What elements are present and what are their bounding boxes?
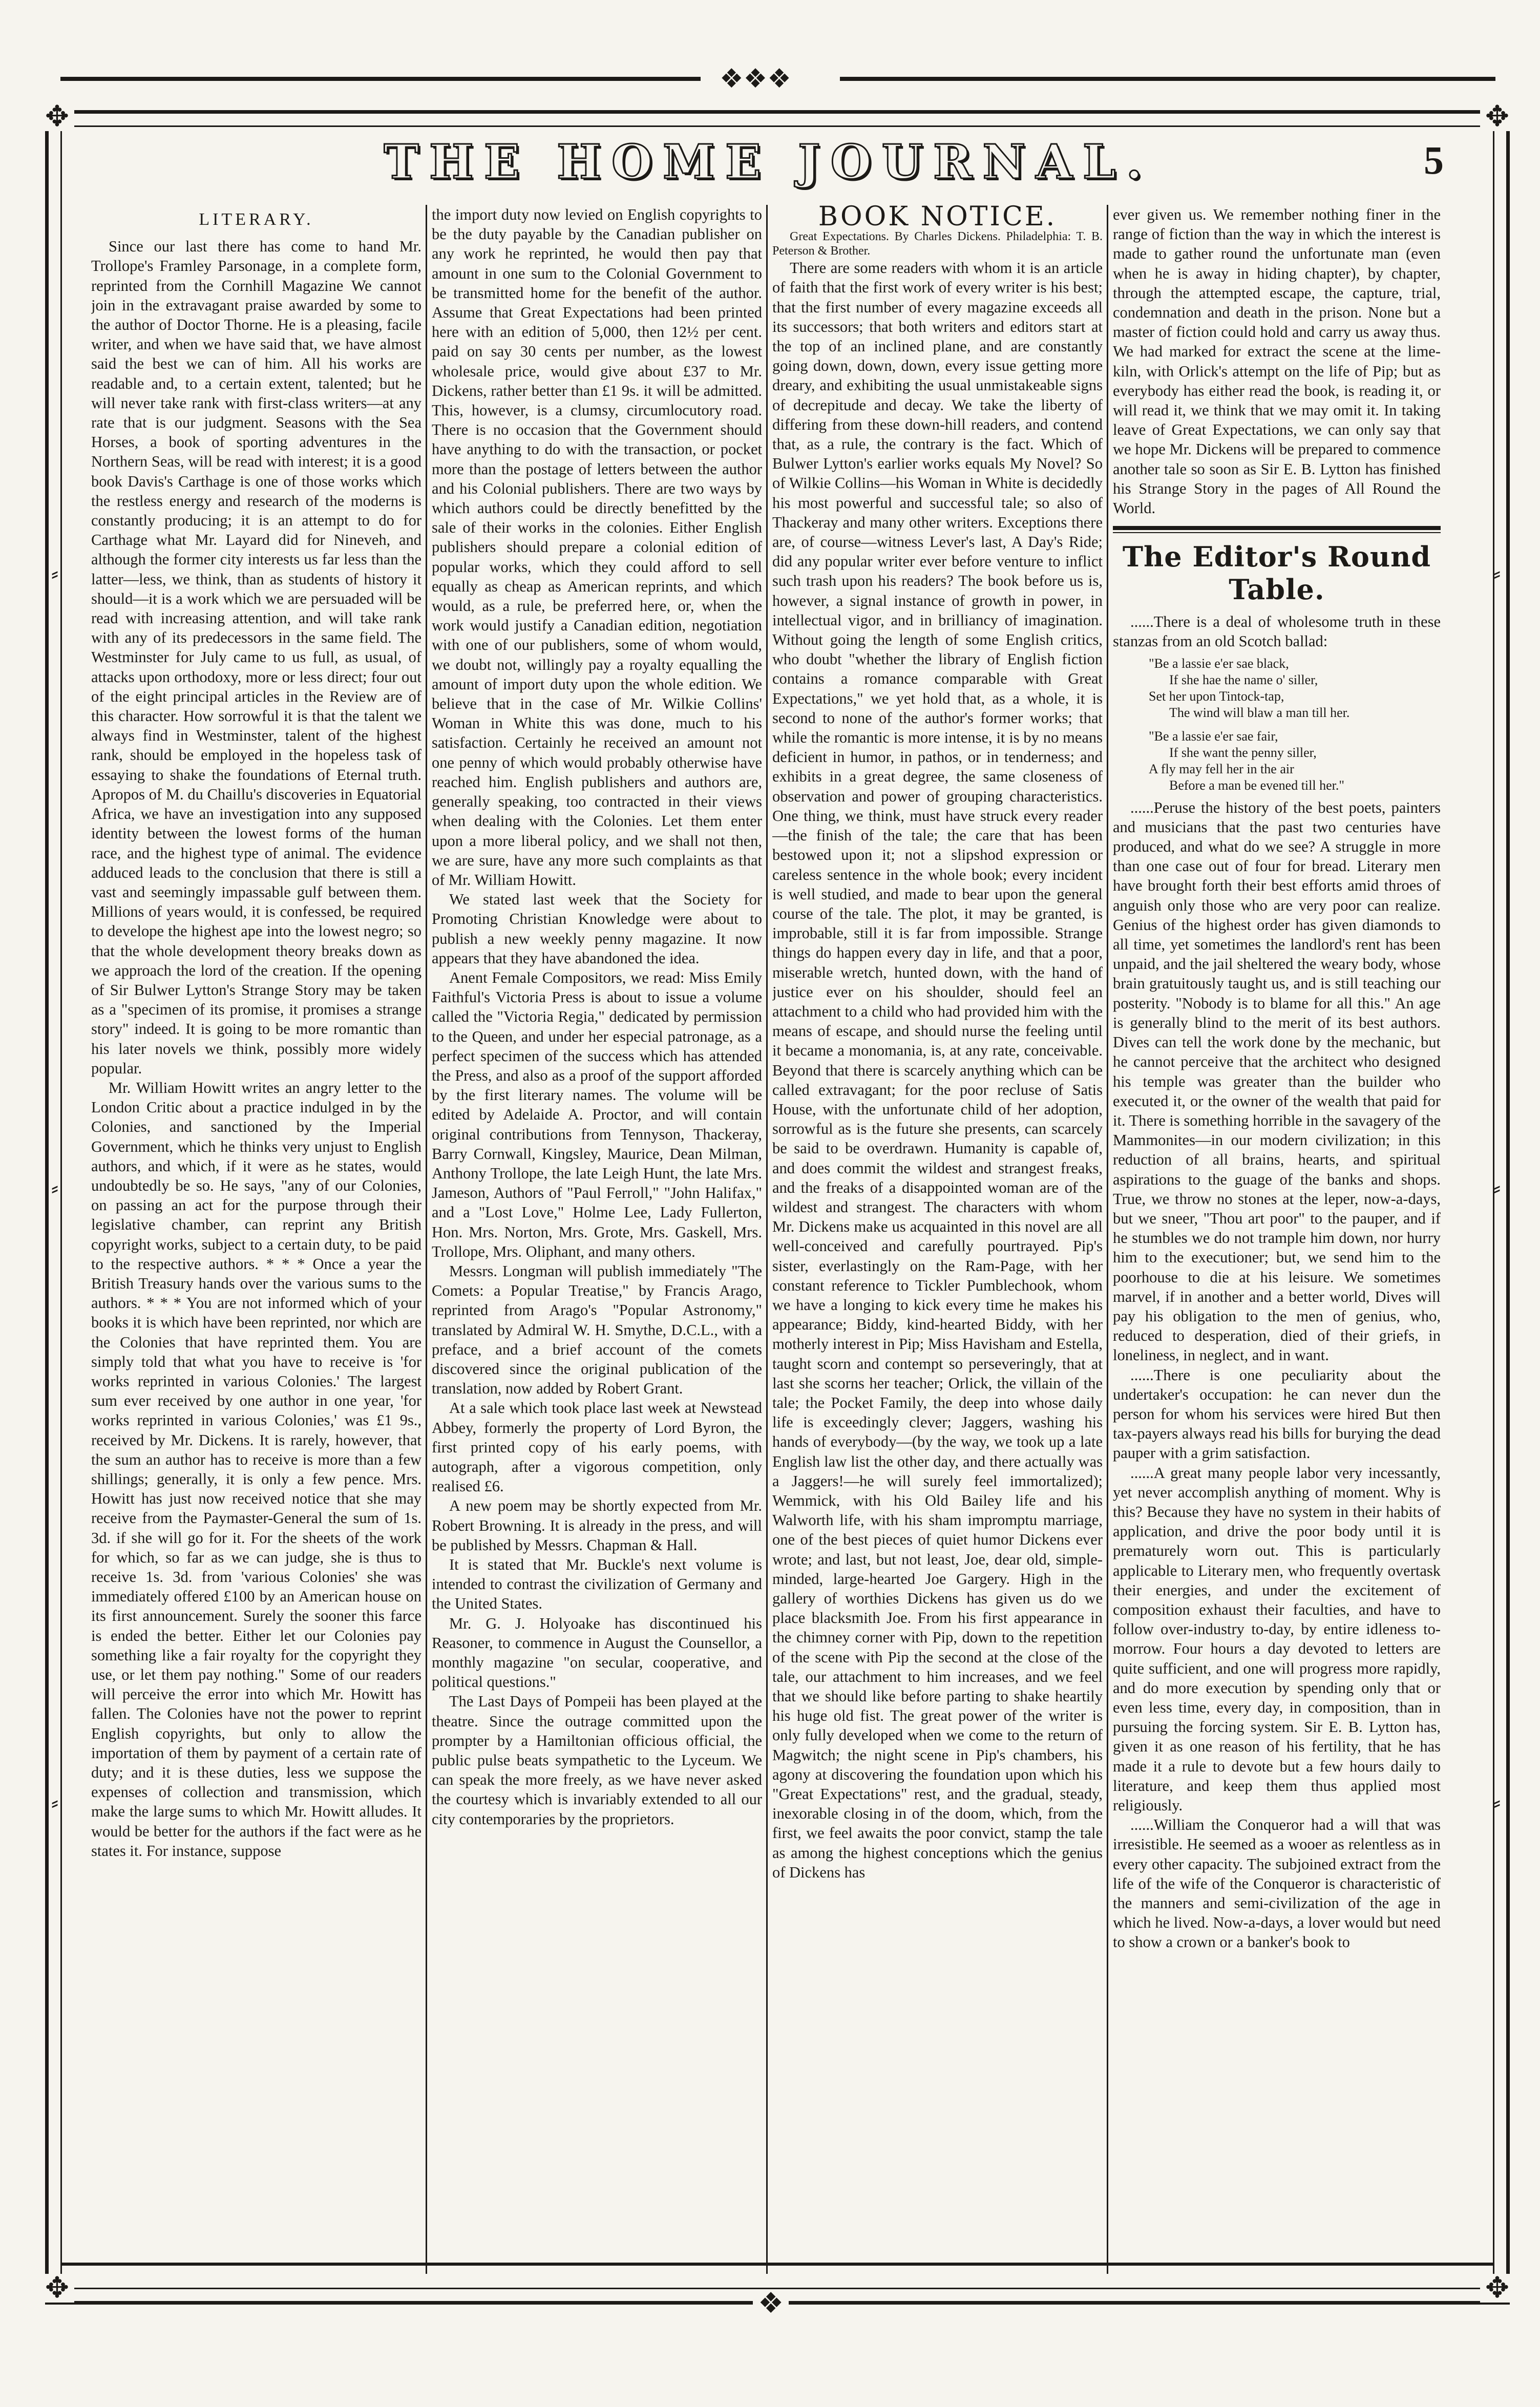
verse-line: "Be a lassie e'er sae black, xyxy=(1149,656,1289,671)
verse-line: If she hae the name o' siller, xyxy=(1169,672,1318,687)
column2-paragraph: It is stated that Mr. Buckle's next volume is intended to contrast the civilization of Germany and the United States. xyxy=(432,1556,762,1613)
round-table-intro: ......There is a deal of wholesome truth in these stanzas from an old Scotch ballad: xyxy=(1113,613,1441,650)
section-divider xyxy=(1113,526,1441,533)
literary-paragraph: Since our last there has come to hand Mr. Trollope's Framley Parsonage, in a complete form, reprinted from the Cornhill Magazine We cannot join in the extravagant praise awarded by some to the author of Doctor Thorne. He is a pleasing, facile writer, and when we have said that, we have almost said the best we can of him. All his works are readable and, to a certain extent, talented; but he will never take rank with first-class writers—at any rate that is our judgment. Seasons with the Sea Horses, a book of sporting adventures in the Northern Seas, will be read with interest; it is a good book Davis's Carthage is one of those works which the restless energy and research of the moderns is constantly producing; it is an attempt to do for Carthage what Mr. Layard did for Nineveh, and although the former city interests us far less than the latter—less, we think, than as students of history it should—it is a work which we are persuaded will be read with increasing attention, and will take rank with any of its predecessors in the same field. The Westminster for July came to us full, as usual, of attacks upon orthodoxy, more or less direct; four out of the eight principal articles in the Review are of this character. How sorrowful it is that the talent we always find in Westminster, talent of the highest rank, should be employed in the hopeless task of essaying to shake the foundations of Eternal truth. Apropos of M. du Chaillu's discoveries in Equatorial Africa, we have an investigation into any supposed identity between the lowest forms of the human race, and the highest type of animal. The evidence adduced leads to the conclusion that there is still a vast and seemingly impassable gulf between them. Millions of years would, it is confessed, be required to develope the highest ape into the lowest negro; so that the whole development theory breaks down as we approach the lord of the creation. If the opening of Sir Bulwer Lytton's Strange Story may be taken as a "specimen of its promise, it promises a strange story" indeed. It is going to be more romantic than his later novels we think, possibly more widely popular. xyxy=(91,238,421,1077)
round-table-paragraph: ......A great many people labor very incessantly, yet never accomplish anything of moment. Why is this? Because they have no system in their habits of application, and drive the poor body until it is prematurely worn out. This is particularly applicable to Literary men, who frequently overtask their energies, and under the excitement of composition exhaust their faculties, and have to follow over-industry to-day, by entire idleness to-morrow. Four hours a day devoted to letters are quite sufficient, and one will progress more rapidly, and do more execution by spending only that or even less time, every day, in composition, than in pursuing the forcing system. Sir E. B. Lytton has, given it as one reason of his fertility, that he has made it a rule to devote but a few hours daily to literature, and keep them thus applied most religiously. xyxy=(1113,1464,1441,1814)
round-table-paragraph: ......William the Conqueror had a will that was irresistible. He seemed as a wooer as relentless as in every other capacity. The subjoined extract from the life of the wife of the Conqueror is characteristic of the manners and semi-civilization of the age in which he lived. Now-a-days, a lover would but need to show a crown or a banker's book to xyxy=(1113,1816,1441,1951)
book-notice-heading: BOOK NOTICE. xyxy=(818,205,1057,232)
bottom-center-ornament: ❖ xyxy=(753,2289,789,2318)
side-ornament-right-1: ⸗ xyxy=(1493,562,1501,585)
verse-line: A fly may fell her in the air xyxy=(1149,761,1294,776)
column-rule-1 xyxy=(426,205,427,2274)
top-center-ornament: ❖❖❖ xyxy=(714,66,796,92)
ballad-verse xyxy=(1149,656,1441,794)
verse-line: Before a man be evened till her." xyxy=(1169,777,1344,793)
column2-paragraph: A new poem may be shortly expected from Mr. Robert Browning. It is already in the press, and will be published by Messrs. Chapman & Hall. xyxy=(432,1497,762,1554)
book-notice-credit: Great Expectations. By Charles Dickens. Philadelphia: T. B. Peterson & Brother. xyxy=(772,230,1103,258)
column2-paragraph: Messrs. Longman will publish immediately "The Comets: a Popular Treatise," by Francis Arago, reprinted from Arago's "Popular Astronomy," translated by Admiral W. H. Smythe, D.C.L., with a preface, and a brief account of the comets discovered since the original publication of the translation, now added by Robert Grant. xyxy=(432,1262,762,1398)
corner-ornament-bottom-right: ✥ xyxy=(1480,2274,1514,2303)
round-table-paragraph: ......There is one peculiarity about the undertaker's occupation: he can never dun the person for whom his services were hired But then tax-payers always read his bills for burying the dead pauper with a grim satisfaction. xyxy=(1113,1366,1441,1462)
corner-ornament-top-right: ✥ xyxy=(1480,102,1514,131)
column2-paragraph: Anent Female Compositors, we read: Miss Emily Faithful's Victoria Press is about to issue a volume called the "Victoria Regia," dedicated by permission to the Queen, and under her especial patronage, as a perfect specimen of the success which has attended the Press, and also as a proof of the support afforded by the first literary names. The volume will be edited by Adelaide A. Proctor, and will contain original contributions from Tennyson, Thackeray, Barry Cornwall, Kingsley, Maurice, Dean Milman, Anthony Trollope, the late Leigh Hunt, the late Mrs. Jameson, Authors of "Paul Ferroll," "John Halifax," and a "Lost Love," Holme Lee, Lady Fullerton, Hon. Mrs. Norton, Mrs. Grote, Mrs. Gaskell, Mrs. Trollope, Mrs. Oliphant, and many others. xyxy=(432,968,762,1260)
column-literary xyxy=(91,205,421,2269)
literary-heading: LITERARY. xyxy=(199,210,314,229)
column-book-notice xyxy=(772,205,1103,2269)
page-number: 5 xyxy=(1424,138,1444,182)
top-rule-right xyxy=(840,77,1495,81)
book-notice-continued: ever given us. We remember nothing finer in the range of fiction than the way in which the interest is made to gather round the unfortunate man (even when he is away in hiding chapter), by chapter, through the attempted escape, the capture, trial, condemnation and death in the prison. None but a master of fiction could hold and carry us away thus. We had marked for extract the scene at the lime-kiln, with Orlick's attempt on the life of Pip; but as everybody has either read the book, is reading it, or will read it, we think that we may omit it. In taking leave of Great Expectations, we can only say that we hope Mr. Dickens will be prepared to commence another tale so soon as Sir E. B. Lytton has finished his Strange Story in the pages of All Round the World. xyxy=(1113,206,1441,517)
column2-paragraph: We stated last week that the Society for Promoting Christian Knowledge were about to publish a new weekly penny magazine. It now appears that they have abandoned the idea. xyxy=(432,891,762,967)
round-table-heading: The Editor's Round Table. xyxy=(1122,540,1431,606)
side-ornament-right-2: ⸗ xyxy=(1493,1176,1501,1200)
column2-paragraph: At a sale which took place last week at Newstead Abbey, formerly the property of Lord Byron, the first printed copy of his early poems, with autograph, after a vigorous competition, only realised £6. xyxy=(432,1399,762,1495)
column-round-table xyxy=(1113,205,1441,2269)
column-rule-2 xyxy=(766,205,768,2274)
side-ornament-left-1: ⸗ xyxy=(51,562,58,585)
side-ornament-left-3: ⸗ xyxy=(51,1791,58,1814)
column2-paragraph: Mr. G. J. Holyoake has discontinued his Reasoner, to commence in August the Counsellor, a monthly magazine "on secular, cooperative, and political questions." xyxy=(432,1614,762,1691)
verse-line: The wind will blaw a man till her. xyxy=(1169,705,1350,720)
corner-ornament-top-left: ✥ xyxy=(40,102,74,131)
verse-line: Set her upon Tintock-tap, xyxy=(1149,688,1284,704)
masthead xyxy=(102,134,1434,196)
column2-paragraph: the import duty now levied on English copyrights to be the duty payable by the Canadian publisher on any work he reprinted, he would then pay that amount in one sum to the Colonial Government to be transmitted home for the benefit of the author. Assume that Great Expectations had been printed here with an edition of 5,000, then 12½ per cent. paid on say 30 cents per number, as the lowest wholesale price, would give about £37 to Mr. Dickens, rather better than £1 9s. it will be admitted. This, however, is a clumsy, circumlocutory road. There is no occasion that the Government should have anything to do with the transaction, or pocket more than the postage of letters between the author and his Colonial publishers. There are two ways by which authors could be directly benefitted by the sale of their works in the colonies. Either English publishers should prepare a colonial edition of popular works, which they could afford to sell equally as cheap as American reprints, and which would, as a rule, be preferred here, or, when the work would justify a Canadian edition, negotiation with one of our publishers, some of whom would, we doubt not, willingly pay a royalty equalling the amount of import duty upon the whole edition. We believe that in the case of Mr. Wilkie Collins' Woman in White this was done, much to his satisfaction. Certainly he received an amount not one penny of which would probably otherwise have reached him. English publishers and authors are, generally speaking, too contracted in their views when dealing with the Colonies. Let them enter upon a more liberal policy, and we shall not then, we are sure, have any more such complaints as that of Mr. William Howitt. xyxy=(432,206,762,889)
round-table-paragraph: ......Peruse the history of the best poets, painters and musicians that the past two centuries have produced, and what do we see? A struggle in more than one case out of four for bread. Literary men have brought forth their best efforts amid throes of anguish only those who are very poor can realize. Genius of the highest order has given diamonds to all time, yet sometimes the landlord's rent has been unpaid, and the jail sheltered the weary body, whose brain gratuitously taught us, and is still teaching our posterity. "Nobody is to blame for all this." An age is generally blind to the merit of its best authors. Dives can tell the work done by the mechanic, but he cannot perceive that the architect who designed his temple was greater than the builder who executed it, or the owner of the wealth that paid for it. There is something horrible in the savagery of the Mammonites—in our modern civilization; in this reduction of all brains, hearts, and spiritual aspirations to the guage of the banks and shops. True, we throw no stones at the leper, now-a-days, but we sneer, "Thou art poor" to the pauper, and if he stumbles we do not trample him down, nor hurry him to the executioner; but, we send him to the poorhouse to die at his leisure. We sometimes marvel, if in another and a better world, Dives will pay his obligation to the men of genius, who, reduced to desperation, died of their griefs, in loneliness, in neglect, and in want. xyxy=(1113,798,1441,1364)
verse-line: "Be a lassie e'er sae fair, xyxy=(1149,728,1278,744)
column-rule-3 xyxy=(1107,205,1108,2274)
column-two xyxy=(432,205,762,2269)
corner-ornament-bottom-left: ✥ xyxy=(40,2274,74,2303)
book-notice-paragraph: There are some readers with whom it is an article of faith that the first work of every writer is his best; that the first number of every magazine exceeds all its successors; that both writers and editors start at the top of an inclined plane, and are constantly going down, down, down, every issue getting more dreary, and exhibiting the usual unmistakeable signs of decrepitude and decay. We take the liberty of differing from these down-hill readers, and contend that, as a rule, the contrary is the fact. Which of Bulwer Lytton's earlier works equals My Novel? So of Wilkie Collins—his Woman in White is decidedly his most powerful and successful tale; so also of Thackeray and many other writers. Exceptions there are, of course—witness Lever's last, A Day's Ride; did any popular writer ever before venture to inflict such trash upon his readers? The book before us is, however, a signal instance of growth in power, in intellectual vigor, and in brilliancy of imagination. Without going the length of some English critics, who doubt "whether the library of English fiction contains a romance comparable with Great Expectations," we yet hold that, as a whole, it is second to none of the author's former works; that while the romantic is more intense, it is by no means deficient in humor, in pathos, or in tenderness; and exhibits in a great degree, the same closeness of observation and power of grouping characteristics. One thing, we think, must have struck every reader—the finish of the tale; the care that has been bestowed upon it; not a slipshod expression or careless sentence in the whole book; every incident is well studied, and made to bear upon the general course of the tale. The plot, it may be granted, is improbable, still it is far from impossible. Strange things do happen every day in life, and that a poor, miserable wretch, hunted down, with the hand of justice ever on his shoulder, should feel an attachment to a child who had provided him with the means of escape, and should nurse the feeling until it became a monomania, is, at any rate, conceivable. Beyond that there is scarcely anything which can be called extravagant; for the poor recluse of Satis House, with the unfortunate child of her adoption, sorrowful as is the future she presents, can scarcely be said to be overdrawn. Humanity is capable of, and does commit the wildest and strangest freaks, and the freaks of a disappointed woman are of the wildest and strangest. The characters with whom Mr. Dickens make us acquainted in this novel are all well-conceived and carefully pourtrayed. Pip's sister, everlastingly on the Ram-Page, with her constant reference to Tickler Pumblechook, whom we have a longing to kick every time he makes his appearance; Biddy, kind-hearted Biddy, with her motherly interest in Pip; Miss Havisham and Estella, taught scorn and contempt so perseveringly, that at last she scorns her teacher; Orlick, the villain of the tale; the Pocket Family, the deep into whose daily life is exceedingly clever; Jaggers, washing his hands of everybody—(by the way, we took up a late English law list the other day, and there actually was a Jaggers!—he will surely feel immortalized); Wemmick, with his Old Bailey life and his Walworth life, with his sham impromptu marriage, one of the best pieces of quiet humor Dickens ever wrote; and last, but not least, Joe, dear old, simple-minded, large-hearted Joe Gargery. High in the gallery of worthies Dickens has given us do we place blacksmith Joe. From his first appearance in the chimney corner with Pip, down to the repetition of the scene with Pip the second at the close of the tale, our attachment to him increases, and we feel that we should like before parting to shake heartily his huge old fist. The great power of the writer is only fully developed when we come to the return of Magwitch; the night scene in Pip's chambers, his agony at discovering the foundation upon which his "Great Expectations" rest, and the gradual, steady, inexorable closing in of the doom, which, from the first, we feel awaits the poor convict, stamp the tale as among the highest conceptions which the genius of Dickens has xyxy=(772,259,1103,1881)
masthead-title: THE HOME JOURNAL. xyxy=(384,134,1153,189)
literary-paragraph: Mr. William Howitt writes an angry letter to the London Critic about a practice indulged in by the Colonies, and sanctioned by the Imperial Government, which he thinks very unjust to English authors, and which, if it were as he states, would undoubtedly be so. He says, "any of our Colonies, on passing an act for the purpose through their legislative chamber, can reprint any British copyright works, subject to a certain duty, to be paid to the respective authors. * * * Once a year the British Treasury hands over the various sums to the authors. * * * You are not informed which of your books it is which have been reprinted, nor which are the Colonies that have reprinted them. You are simply told that what you have to receive is 'for works reprinted in various Colonies.' The largest sum ever received by one author in one year, 'for works reprinted in various Colonies,' was £1 9s., received by Mr. Dickens. It is rarely, however, that the sum an author has to receive is more than a few shillings; generally, it is only a few pence. Mrs. Howitt has just now received notice that she may receive from the Paymaster-General the sum of 1s. 3d. if she will go for it. For the sheets of the work for which, so far as we can judge, she is thus to receive 1s. 3d. from 'various Colonies' she was immediately offered £100 by an American house on its first announcement. Surely the sooner this farce is ended the better. Either let our Colonies pay something like a fair royalty for the copyright they use, or let them pay nothing." Some of our readers will perceive the error into which Mr. Howitt has fallen. The Colonies have not the power to reprint English copyrights, but only to allow the importation of them by payment of a certain rate of duty; and it is these duties, less we suppose the expenses of collection and transmission, which make the large sums to which Mr. Howitt alludes. It would be better for the authors if the fact were as he states it. For instance, suppose xyxy=(91,1079,421,1860)
top-rule-left xyxy=(60,77,701,81)
side-ornament-left-2: ⸗ xyxy=(51,1176,58,1200)
verse-line: If she want the penny siller, xyxy=(1169,745,1317,760)
side-ornament-right-3: ⸗ xyxy=(1493,1791,1501,1814)
column2-paragraph: The Last Days of Pompeii has been played at the theatre. Since the outrage committed upon the prompter by a Hamiltonian officious official, the public pulse beats sympathetic to the Lyceum. We can speak the more freely, as we have never asked the courtesy which is invariably extended to all our city contemporaries by the proprietors. xyxy=(432,1693,762,1828)
verse-gap xyxy=(1149,721,1441,728)
